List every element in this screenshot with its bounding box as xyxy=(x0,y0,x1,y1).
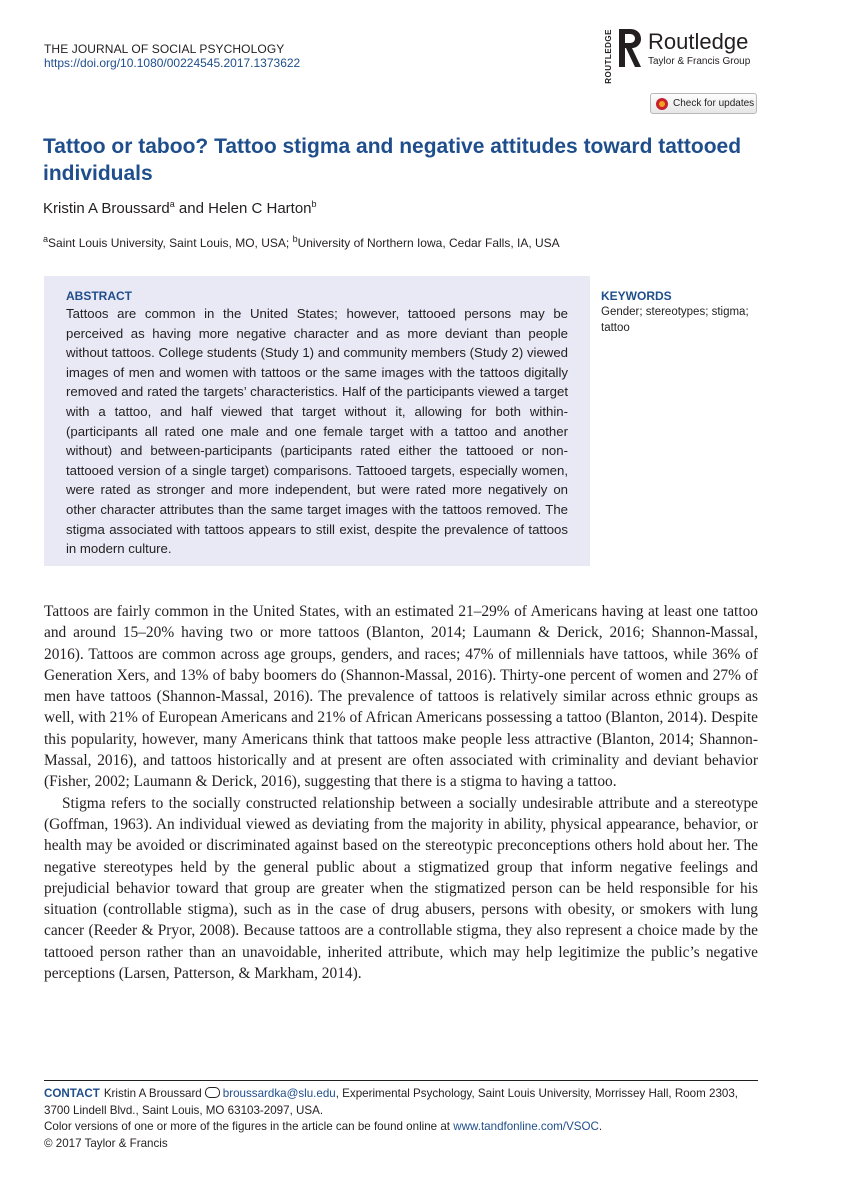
contact-label: CONTACT xyxy=(44,1087,100,1100)
footer xyxy=(44,1086,758,1152)
publisher-logo xyxy=(604,27,774,84)
color-note: Color versions of one or more of the figures in the article can be found online at xyxy=(44,1120,454,1133)
crossmark-icon xyxy=(656,98,668,110)
contact-name: Kristin A Broussard xyxy=(103,1087,202,1100)
color-note-line xyxy=(44,1119,758,1136)
contact-address: , Experimental Psychology, Saint Louis University, Morrissey Hall, Room 2303, 3700 Lindell Blvd., Saint Louis, MO 63103-2097, USA. xyxy=(44,1087,739,1117)
body-paragraph: Tattoos are fairly common in the United States, with an estimated 21–29% of Americans having at least one tattoo and around 15–20% having two or more tattoos (Blanton, 2014; Laumann & Derick, 2016; Shannon-Massal, 2016). Tattoos are common across age groups, genders, and races; 47% of millennials have tattoos, while 36% of Generation Xers, and 13% of baby boomers do (Shannon-Massal, 2016). Thirty-one percent of women and 27% of men have tattoos (Shannon-Massal, 2016). The prevalence of tattoos is relatively similar across ethnic groups as well, with 21% of European Americans and 21% of African Americans possessing a tattoo (Blanton, 2014). Despite this popularity, however, many Americans think that tattoos make people less attractive (Blanton, 2014; Shannon-Massal, 2016), and tattoos historically and at present are often associated with criminality and deviant behavior (Fisher, 2002; Laumann & Derick, 2016), suggesting that there is a stigma to having a tattoo. xyxy=(44,603,758,791)
author-affil-mark: a xyxy=(169,199,175,209)
publisher-name: Routledge xyxy=(648,29,749,54)
email-icon xyxy=(205,1087,220,1098)
article-title: Tattoo or taboo? Tattoo stigma and negative attitudes toward tattooed individuals xyxy=(43,135,742,185)
affiliation-text: University of Northern Iowa, Cedar Falls, IA, USA xyxy=(297,236,560,250)
check-for-updates-label: Check for updates xyxy=(673,98,755,109)
doi-link[interactable]: https://doi.org/10.1080/00224545.2017.1373622 xyxy=(44,56,301,70)
copyright: © 2017 Taylor & Francis xyxy=(44,1136,168,1150)
body-paragraph: Stigma refers to the socially constructed relationship between a socially undesirable attribute and a stereotype (Goffman, 1963). An individual viewed as deviating from the majority in ability, physical appearance, behavior, or health may be avoided or discriminated against based on the stereotypic preconceptions others hold about her. The negative stereotypes held by the general public about a stigmatized group that inform negative feelings and prejudicial behavior toward that group are greater when the stigmatized person can be held responsible for his situation (controllable stigma), such as in the case of drug abusers, persons with obesity, or smokers with lung cancer (Reeder & Pryor, 2008). Because tattoos are a controllable stigma, they also represent a choice made by the tattooed person rather than an unavoidable, inherited attribute, which may help legitimize the public’s negative perceptions (Larsen, Patterson, & Markham, 2014). xyxy=(44,794,758,983)
affil-mark: a xyxy=(43,234,49,244)
keywords-heading: KEYWORDS xyxy=(601,289,672,303)
affiliation-text: Saint Louis University, Saint Louis, MO, USA; xyxy=(48,236,290,250)
author-joiner: and xyxy=(174,200,209,217)
author-list xyxy=(43,199,317,217)
author-name: Helen C Harton xyxy=(208,200,312,217)
color-note-end: . xyxy=(598,1120,603,1133)
affiliations xyxy=(43,234,560,250)
journal-name: THE JOURNAL OF SOCIAL PSYCHOLOGY xyxy=(44,42,285,56)
abstract-heading: ABSTRACT xyxy=(66,289,132,303)
author-name: Kristin A Broussard xyxy=(43,200,170,217)
routledge-r-icon xyxy=(616,27,644,69)
publisher-side-label: ROUTLEDGE xyxy=(604,29,613,84)
contact-email-link[interactable]: broussardka@slu.edu xyxy=(222,1087,336,1100)
footer-divider xyxy=(44,1080,758,1081)
publisher-subtitle: Taylor & Francis Group xyxy=(648,56,751,67)
abstract-text: Tattoos are common in the United States; however, tattooed persons may be perceived as having more negative character and as more deviant than people without tattoos. College students (Study 1) and community members (Study 2) viewed images of men and women with tattoos or the same images with the tattoos digitally removed and rated the targets’ characteristics. Half of the participants viewed a target with a tattoo, and half viewed that target without it, allowing for both within- (participants all rated one male and one female target with a tattoo and another without) and between-participants (participants rated either the tattooed or non-tattooed version of a single target) comparisons. Tattooed targets, especially women, were rated as stronger and more independent, but were rated more negatively on other character attributes than the same target images with the tattoos removed. The stigma associated with tattoos appears to still exist, despite the prevalence of tattoos in modern culture. xyxy=(66,306,568,557)
article-body xyxy=(44,601,758,984)
keywords-text: Gender; stereotypes; stigma; tattoo xyxy=(601,306,749,334)
check-for-updates-button[interactable] xyxy=(650,93,757,114)
affil-mark: b xyxy=(292,234,298,244)
tandfonline-link[interactable]: www.tandfonline.com/VSOC xyxy=(453,1120,599,1133)
author-affil-mark: b xyxy=(311,199,317,209)
contact-line xyxy=(44,1086,758,1119)
